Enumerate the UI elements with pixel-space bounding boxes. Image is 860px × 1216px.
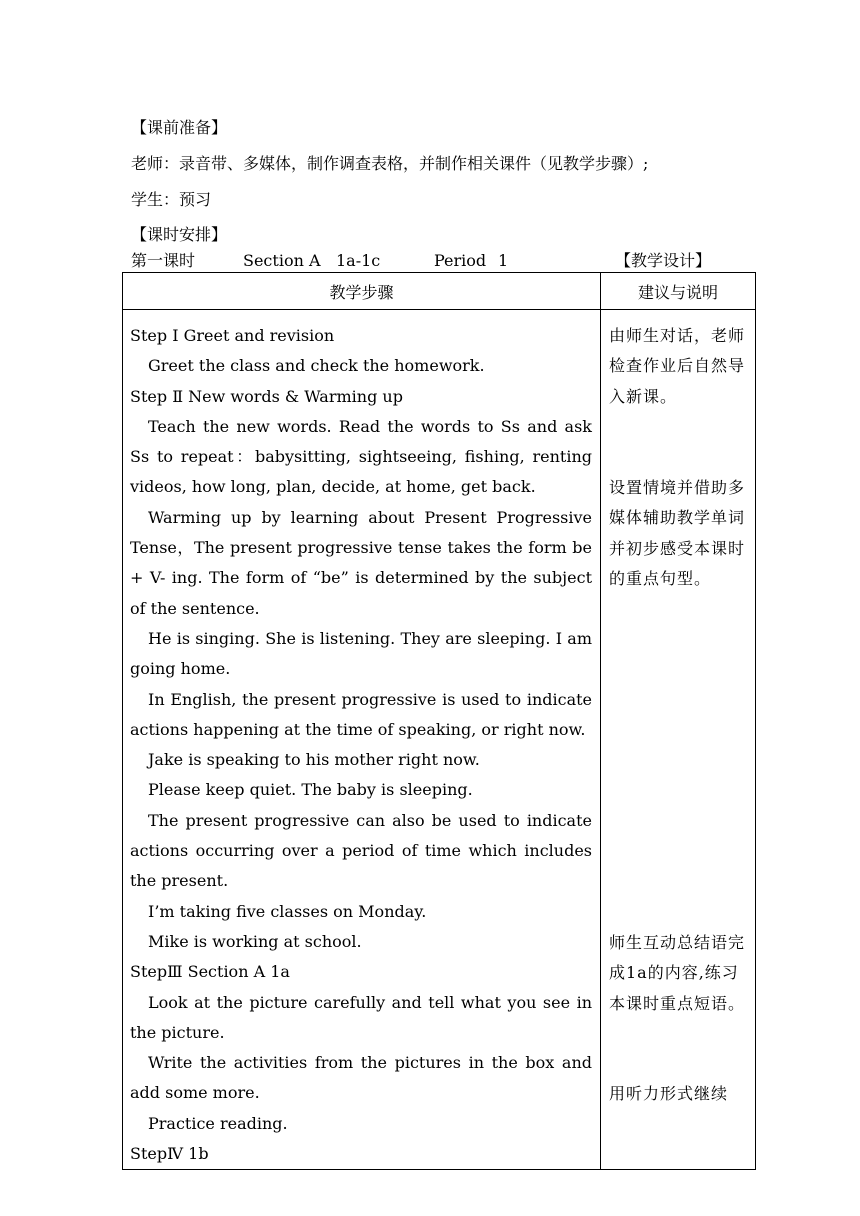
note-section-1a: 师生互动总结语完成1a的内容,练习本课时重点短语。 bbox=[609, 933, 746, 1013]
table-header-row bbox=[123, 273, 756, 310]
teacher-prep-text: 老师：录音带、多媒体，制作调查表格，并制作相关课件（见教学步骤）; bbox=[131, 154, 649, 173]
period-label: Period bbox=[434, 251, 487, 270]
section-range: 1a-1c bbox=[336, 251, 381, 270]
note-new-words: 设置情境并借助多媒体辅助教学单词并初步感受本课时的重点句型。 bbox=[609, 478, 746, 588]
note-greeting: 由师生对话，老师检查作业后自然导入新课。 bbox=[609, 326, 746, 406]
step-heading: StepⅣ 1b bbox=[130, 1144, 209, 1164]
step-paragraph: Teach the new words. Read the words to Ss and ask Ss to repeat：babysitting, sightseeing, fishing, renting videos, how long, plan, decide, at home, get back. bbox=[130, 416, 592, 497]
section-label: Section A bbox=[243, 251, 321, 270]
lesson-label: 第一课时 bbox=[131, 251, 196, 270]
step-paragraph: Jake is speaking to his mother right now. bbox=[148, 750, 480, 770]
note-section-1b: 用听力形式继续 bbox=[609, 1084, 729, 1103]
prep-heading: 【课前准备】 bbox=[131, 118, 228, 137]
lesson-plan-table bbox=[122, 272, 756, 1170]
step-paragraph: Practice reading. bbox=[148, 1113, 288, 1133]
step-heading: StepⅢ Section A 1a bbox=[130, 962, 290, 982]
step-paragraph: Mike is working at school. bbox=[148, 931, 362, 951]
steps-content bbox=[130, 321, 592, 1169]
step-paragraph: He is singing. She is listening. They are sleeping. I am going home. bbox=[130, 628, 592, 679]
step-heading: Step Ⅱ New words & Warming up bbox=[130, 386, 403, 406]
step-heading: Step Ⅰ Greet and revision bbox=[130, 326, 335, 345]
notes-cell bbox=[601, 310, 756, 1170]
step-paragraph: Write the activities from the pictures in the box and add some more. bbox=[130, 1053, 592, 1103]
steps-cell bbox=[123, 310, 601, 1170]
student-prep-text: 学生：预习 bbox=[131, 190, 212, 209]
step-paragraph: Please keep quiet. The baby is sleeping. bbox=[148, 780, 473, 800]
step-paragraph: The present progressive can also be used to indicate actions occurring over a period of time which includes the present. bbox=[130, 810, 592, 891]
steps-column-header: 教学步骤 bbox=[123, 273, 601, 310]
design-heading: 【教学设计】 bbox=[615, 251, 712, 270]
table-body-row bbox=[123, 310, 756, 1170]
step-paragraph: In English, the present progressive is used to indicate actions happening at the time of speaking, or right now. bbox=[130, 689, 592, 739]
step-paragraph: Warming up by learning about Present Progressive Tense，The present progressive tense takes the form be + V- ing. The form of “be” is determined by the subject of the sentence. bbox=[130, 507, 592, 618]
period-row bbox=[131, 250, 731, 272]
step-paragraph: I’m taking five classes on Monday. bbox=[148, 901, 427, 921]
notes-column-header: 建议与说明 bbox=[601, 273, 756, 310]
period-number: 1 bbox=[498, 251, 509, 270]
schedule-heading: 【课时安排】 bbox=[131, 225, 228, 244]
step-paragraph: Look at the picture carefully and tell what you see in the picture. bbox=[130, 992, 592, 1042]
step-paragraph: Greet the class and check the homework. bbox=[148, 356, 485, 376]
